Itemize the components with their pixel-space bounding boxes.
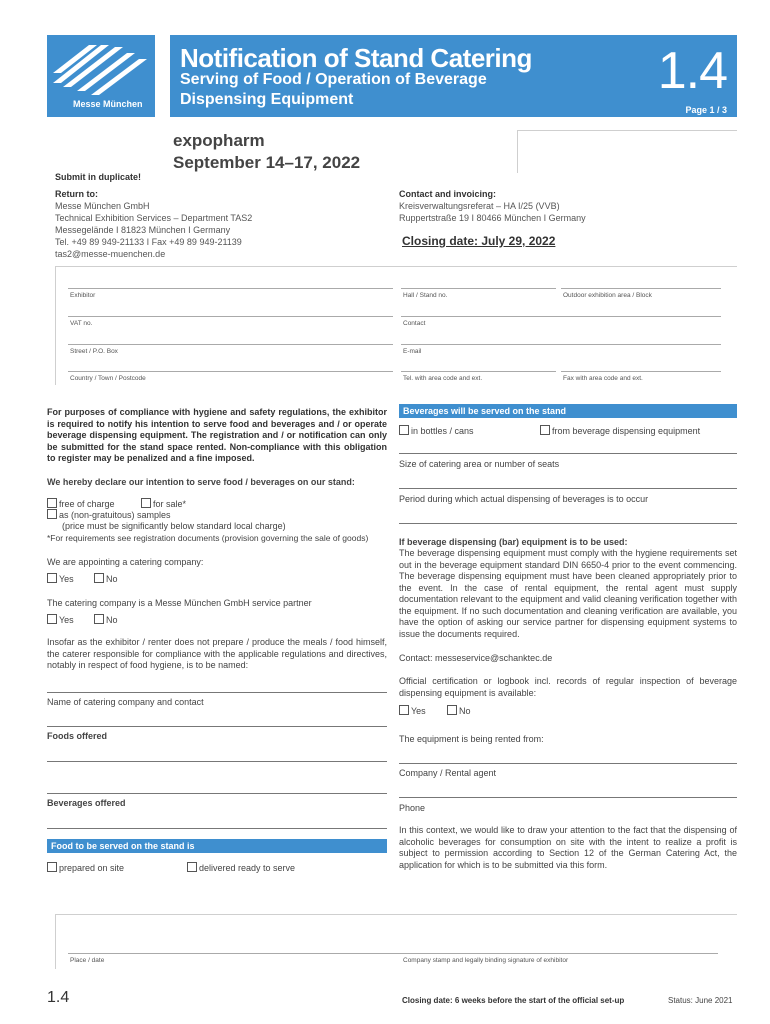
- fax-label: Fax with area code and ext.: [563, 375, 643, 382]
- email-field[interactable]: [401, 344, 721, 345]
- contact-field[interactable]: [401, 316, 721, 317]
- exhibitor-label: Exhibitor: [70, 292, 96, 299]
- vat-field[interactable]: [68, 316, 393, 317]
- beverages-bar: Beverages will be served on the stand: [399, 404, 737, 418]
- company-agent-label: Company / Rental agent: [399, 768, 497, 778]
- logo-text: Messe München: [73, 99, 143, 109]
- exhibitor-field[interactable]: [68, 288, 393, 289]
- partner-text: The catering company is a Messe München GmbH service partner: [47, 598, 312, 608]
- event-name: expopharm: [173, 131, 265, 150]
- phone-label: Phone: [399, 803, 426, 813]
- insofar-text: Insofar as the exhibitor / renter does not prepare / produce the meals / food himself, the caterer responsible for compliance with the applicable regulations and directives, notably in respect of food hygiene, is to be named:: [47, 637, 387, 670]
- samples-checkbox[interactable]: [47, 509, 57, 519]
- cert-no-label: No: [459, 706, 471, 716]
- appointing-yes-option[interactable]: [47, 573, 74, 586]
- appointing-yes-label: Yes: [59, 574, 74, 584]
- contact-label: Contact: [403, 320, 426, 327]
- period-field[interactable]: [399, 488, 737, 489]
- messe-logo: [47, 35, 155, 117]
- in-bottles-label: in bottles / cans: [411, 426, 474, 436]
- partner-yes-option[interactable]: [47, 614, 74, 627]
- fax-field[interactable]: [561, 371, 721, 372]
- page-subtitle-line1: Serving of Food / Operation of Beverage: [180, 71, 487, 88]
- dispensing-text: The beverage dispensing equipment must comply with the hygiene requirements set out in the beverage equipment standard DIN 6650-4 prior to the event commencing. The beverage dispensing equipment must have been cleaned appropriately prior to the event. In the case of rental equipment, the rental agent must supply documentation relevant to the equipment and valid cleaning verification together with the equipment. If no such documentation and cleaning verification are available, you have the option of asking our service partner for dispensing equipment systems to issue the documents required.: [399, 548, 737, 639]
- tel-field[interactable]: [401, 371, 556, 372]
- samples-option[interactable]: [47, 509, 171, 522]
- catering-name-field-2[interactable]: [47, 726, 387, 727]
- delivered-ready-label: delivered ready to serve: [199, 863, 296, 873]
- prepared-on-site-checkbox[interactable]: [47, 862, 57, 872]
- partner-no-option[interactable]: [94, 614, 118, 627]
- appointing-no-option[interactable]: [94, 573, 118, 586]
- signature-box: [55, 914, 737, 969]
- event-date: September 14–17, 2022: [173, 153, 361, 172]
- appointing-text: We are appointing a catering company:: [47, 557, 204, 567]
- contact-heading: Contact and invoicing:: [399, 189, 497, 199]
- logo-stripes-icon: [51, 43, 151, 99]
- page-subtitle-line2: Dispensing Equipment: [180, 91, 354, 108]
- return-line: Messe München GmbH: [55, 201, 150, 211]
- contact-line: Kreisverwaltungsreferat – HA I/25 (VVB): [399, 201, 560, 211]
- foods-offered-field-2[interactable]: [47, 793, 387, 794]
- delivered-ready-checkbox[interactable]: [187, 862, 197, 872]
- place-date-label: Place / date: [70, 957, 105, 964]
- context-text: In this context, we would like to draw your attention to the fact that the dispensing of alcoholic beverages for consumption on site with the intent to realize a profit is subject to permission according to Section 12 of the German Catering Act, the application for which is to be submitted via this form.: [399, 825, 737, 870]
- return-to-heading: Return to:: [55, 189, 98, 199]
- size-area-label: Size of catering area or number of seats: [399, 459, 560, 469]
- period-label: Period during which actual dispensing of beverages is to occur: [399, 494, 649, 504]
- prepared-on-site-option[interactable]: [47, 862, 124, 875]
- for-sale-checkbox[interactable]: [141, 498, 151, 508]
- price-note: (price must be significantly below standard local charge): [62, 521, 286, 531]
- vat-label: VAT no.: [70, 320, 93, 327]
- free-of-charge-checkbox[interactable]: [47, 498, 57, 508]
- return-line: Tel. +49 89 949-21133 I Fax +49 89 949-21139: [55, 237, 242, 247]
- partner-yes-label: Yes: [59, 615, 74, 625]
- beverages-offered-field[interactable]: [47, 828, 387, 829]
- duplicate-note: Submit in duplicate!: [55, 172, 142, 182]
- return-line: Messegelände I 81823 München I Germany: [55, 225, 231, 235]
- official-cert-text: Official certification or logbook incl. records of regular inspection of beverage dispensing equipment is available:: [399, 676, 737, 698]
- rented-from-text: The equipment is being rented from:: [399, 734, 544, 744]
- cert-no-checkbox[interactable]: [447, 705, 457, 715]
- delivered-ready-option[interactable]: [187, 862, 295, 875]
- street-label: Street / P.O. Box: [70, 348, 118, 355]
- appointing-no-label: No: [106, 574, 118, 584]
- street-field[interactable]: [68, 344, 393, 345]
- country-field[interactable]: [68, 371, 393, 372]
- from-equipment-label: from beverage dispensing equipment: [552, 426, 701, 436]
- hall-stand-field[interactable]: [401, 288, 556, 289]
- for-sale-label: for sale*: [153, 499, 187, 509]
- return-email: tas2@messe-muenchen.de: [55, 249, 166, 259]
- period-field-2[interactable]: [399, 523, 737, 524]
- contact-service: Contact: messeservice@schanktec.de: [399, 653, 553, 663]
- phone-field[interactable]: [399, 797, 737, 798]
- return-to-block: [55, 188, 375, 260]
- from-equipment-checkbox[interactable]: [540, 425, 550, 435]
- cert-no-option[interactable]: [447, 705, 471, 718]
- prepared-on-site-label: prepared on site: [59, 863, 125, 873]
- footer-form-number: 1.4: [47, 989, 70, 1006]
- return-line: Technical Exhibition Services – Department TAS2: [55, 213, 253, 223]
- address-box: [55, 266, 737, 385]
- company-stamp-label: Company stamp and legally binding signature of exhibitor: [403, 957, 569, 964]
- contact-invoicing-block: [399, 188, 739, 224]
- requirements-note: *For requirements see registration documents (provision governing the sale of goods): [47, 533, 369, 543]
- outdoor-area-label: Outdoor exhibition area / Block: [563, 292, 652, 299]
- country-label: Country / Town / Postcode: [70, 375, 146, 382]
- footer-status: Status: June 2021: [668, 996, 733, 1005]
- intro-text: For purposes of compliance with hygiene and safety regulations, the exhibitor is required to notify his intention to serve food and beverages and / or operate beverage dispensing equipment. The registration and / or notification can only be submitted for the stand space rented. Non-compliance with this obligation to register may be penalized and a fine imposed.: [47, 407, 387, 463]
- declare-text: We hereby declare our intention to serve food / beverages on our stand:: [47, 477, 355, 487]
- footer-closing-date: Closing date: 6 weeks before the start of the official set-up: [402, 996, 625, 1005]
- form-number: 1.4: [657, 42, 727, 100]
- tel-label: Tel. with area code and ext.: [403, 375, 483, 382]
- outdoor-area-field[interactable]: [561, 288, 721, 289]
- free-of-charge-label: free of charge: [59, 499, 115, 509]
- foods-offered-field[interactable]: [47, 761, 387, 762]
- title-banner: [170, 35, 737, 117]
- contact-line: Ruppertstraße 19 I 80466 München I Germany: [399, 213, 586, 223]
- appointing-no-checkbox[interactable]: [94, 573, 104, 583]
- dispensing-heading: If beverage dispensing (bar) equipment is to be used:: [399, 537, 628, 547]
- foods-offered-label: Foods offered: [47, 731, 107, 741]
- appointing-yes-checkbox[interactable]: [47, 573, 57, 583]
- samples-label: as (non-gratuitous) samples: [59, 510, 171, 520]
- in-bottles-option[interactable]: [399, 425, 474, 438]
- size-area-field[interactable]: [399, 453, 737, 454]
- catering-name-field[interactable]: [47, 692, 387, 693]
- hall-stand-label: Hall / Stand no.: [403, 292, 448, 299]
- stamp-box[interactable]: [517, 130, 737, 173]
- partner-yes-checkbox[interactable]: [47, 614, 57, 624]
- cert-yes-checkbox[interactable]: [399, 705, 409, 715]
- partner-no-label: No: [106, 615, 118, 625]
- page-title: Notification of Stand Catering: [180, 43, 532, 73]
- cert-yes-label: Yes: [411, 706, 426, 716]
- cert-yes-option[interactable]: [399, 705, 426, 718]
- from-equipment-option[interactable]: [540, 425, 700, 438]
- in-bottles-checkbox[interactable]: [399, 425, 409, 435]
- partner-no-checkbox[interactable]: [94, 614, 104, 624]
- page-indicator: Page 1 / 3: [685, 105, 727, 115]
- closing-date: Closing date: July 29, 2022: [402, 234, 556, 248]
- company-agent-field[interactable]: [399, 763, 737, 764]
- beverages-offered-label: Beverages offered: [47, 798, 126, 808]
- signature-field[interactable]: [68, 953, 718, 954]
- food-served-bar: Food to be served on the stand is: [47, 839, 387, 853]
- email-label: E-mail: [403, 348, 422, 355]
- catering-name-label: Name of catering company and contact: [47, 697, 204, 707]
